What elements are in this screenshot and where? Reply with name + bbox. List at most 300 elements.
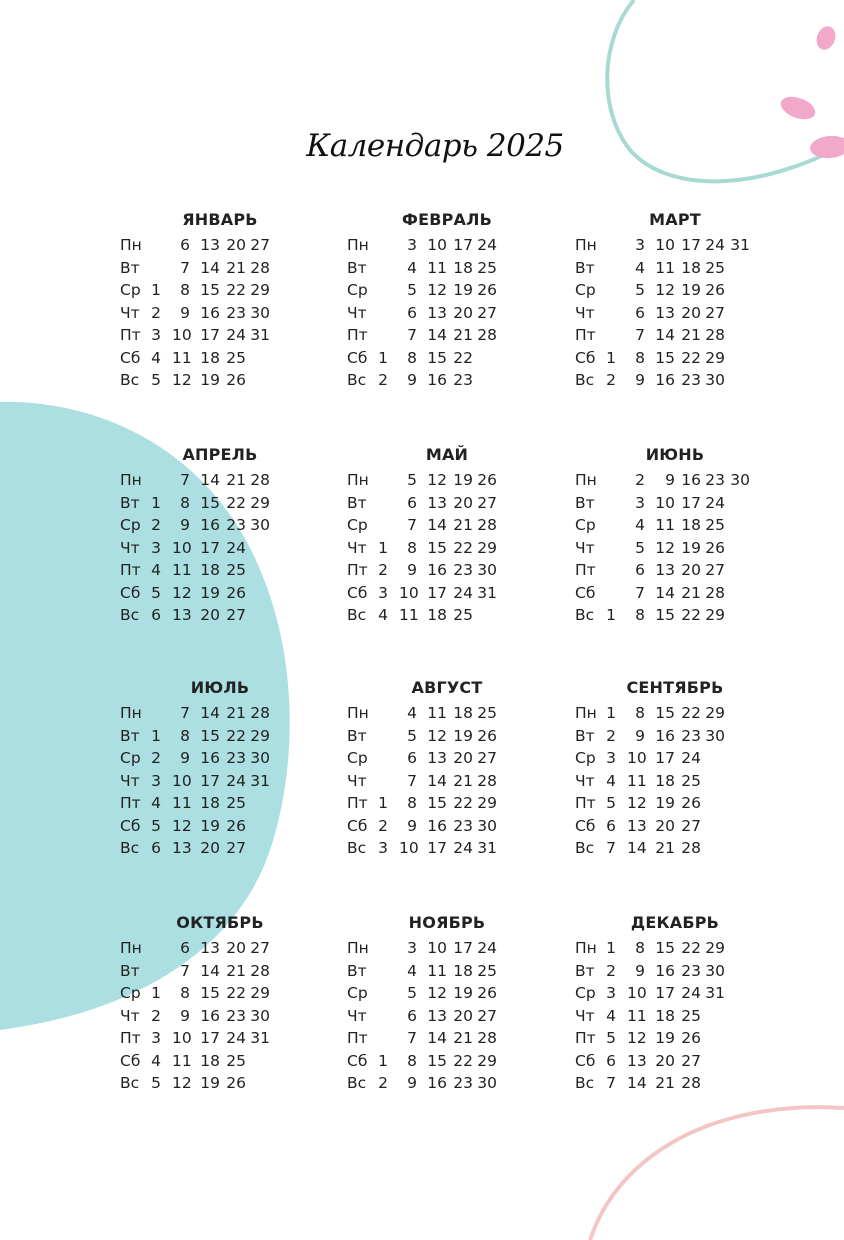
date-cell: 5 bbox=[635, 281, 645, 299]
weekday-label: Вт bbox=[120, 493, 140, 512]
date-cell: 14 bbox=[427, 326, 447, 344]
weekday-row bbox=[347, 234, 547, 257]
date-cell: 12 bbox=[172, 816, 192, 835]
weekday-label: Вс bbox=[120, 839, 140, 857]
date-cell: 28 bbox=[250, 961, 270, 980]
weekday-row bbox=[575, 302, 775, 325]
weekday-row bbox=[347, 702, 547, 725]
date-cell: 31 bbox=[250, 326, 270, 344]
date-cell: 12 bbox=[627, 1029, 647, 1047]
weekday-row bbox=[120, 837, 320, 860]
weekday-row bbox=[347, 369, 547, 392]
date-cell: 5 bbox=[151, 371, 161, 389]
date-cell: 2 bbox=[606, 371, 616, 389]
date-cell: 20 bbox=[200, 606, 220, 624]
weekday-row bbox=[347, 792, 547, 815]
weekday-row bbox=[347, 1072, 547, 1095]
weekday-label: Пн bbox=[120, 236, 142, 254]
weekday-label: Пн bbox=[347, 704, 369, 722]
date-cell: 23 bbox=[681, 371, 701, 389]
weekday-label: Пт bbox=[575, 1029, 596, 1047]
date-cell: 10 bbox=[399, 583, 419, 602]
weekday-label: Сб bbox=[120, 1051, 141, 1070]
date-cell: 13 bbox=[427, 303, 447, 322]
date-cell: 20 bbox=[453, 749, 473, 767]
weekday-label: Вс bbox=[575, 606, 595, 624]
date-cell: 12 bbox=[655, 281, 675, 299]
date-cell: 9 bbox=[665, 471, 675, 489]
weekday-label: Ср bbox=[575, 281, 596, 299]
weekday-row bbox=[347, 725, 547, 748]
date-cell: 6 bbox=[151, 606, 161, 624]
date-cell: 2 bbox=[151, 303, 161, 322]
date-cell: 29 bbox=[705, 348, 725, 367]
date-cell: 11 bbox=[172, 794, 192, 812]
date-cell: 8 bbox=[407, 1051, 417, 1070]
date-cell: 20 bbox=[200, 839, 220, 857]
date-cell: 14 bbox=[200, 471, 220, 489]
page-title: Календарь 2025 bbox=[306, 128, 564, 164]
date-cell: 18 bbox=[200, 1051, 220, 1070]
date-cell: 6 bbox=[180, 236, 190, 254]
month-block bbox=[347, 208, 547, 392]
date-cell: 7 bbox=[407, 326, 417, 344]
date-cell: 2 bbox=[378, 1074, 388, 1092]
date-cell: 3 bbox=[378, 583, 388, 602]
date-cell: 10 bbox=[655, 236, 675, 254]
weekday-row bbox=[575, 770, 775, 793]
date-cell: 13 bbox=[200, 939, 220, 957]
date-cell: 4 bbox=[635, 258, 645, 277]
weekday-label: Ср bbox=[575, 516, 596, 534]
date-cell: 27 bbox=[226, 839, 246, 857]
weekday-label: Пн bbox=[575, 236, 597, 254]
weekday-label: Ср bbox=[120, 749, 141, 767]
weekday-label: Пн bbox=[575, 939, 597, 957]
date-cell: 8 bbox=[635, 939, 645, 957]
weekday-label: Ср bbox=[120, 516, 141, 534]
date-cell: 5 bbox=[635, 538, 645, 557]
weekday-row bbox=[575, 702, 775, 725]
date-cell: 24 bbox=[226, 326, 246, 344]
date-cell: 31 bbox=[730, 236, 750, 254]
weekday-label: Вс bbox=[120, 371, 140, 389]
month-block bbox=[575, 208, 775, 392]
date-cell: 4 bbox=[407, 961, 417, 980]
date-cell: 26 bbox=[705, 281, 725, 299]
date-cell: 21 bbox=[226, 961, 246, 980]
date-cell: 7 bbox=[180, 704, 190, 722]
date-cell: 1 bbox=[378, 794, 388, 812]
weekday-label: Пт bbox=[575, 326, 596, 344]
weekday-row bbox=[120, 960, 320, 983]
weekday-row bbox=[120, 725, 320, 748]
date-cell: 1 bbox=[151, 984, 161, 1002]
date-cell: 18 bbox=[453, 961, 473, 980]
month-block bbox=[347, 911, 547, 1095]
weekday-label: Вс bbox=[575, 371, 595, 389]
date-cell: 3 bbox=[407, 236, 417, 254]
date-cell: 21 bbox=[681, 326, 701, 344]
weekday-label: Сб bbox=[347, 816, 368, 835]
date-cell: 31 bbox=[250, 771, 270, 790]
date-cell: 5 bbox=[151, 1074, 161, 1092]
month-name: МАРТ bbox=[649, 210, 701, 229]
weekday-label: Вс bbox=[120, 606, 140, 624]
date-cell: 4 bbox=[407, 258, 417, 277]
date-cell: 24 bbox=[681, 984, 701, 1002]
date-cell: 18 bbox=[681, 258, 701, 277]
date-cell: 25 bbox=[226, 561, 246, 579]
month-name: МАЙ bbox=[425, 445, 469, 464]
month-name: ДЕКАБРЬ bbox=[630, 913, 720, 932]
date-cell: 9 bbox=[407, 371, 417, 389]
date-cell: 6 bbox=[407, 493, 417, 512]
date-cell: 26 bbox=[681, 794, 701, 812]
date-cell: 9 bbox=[180, 516, 190, 534]
date-cell: 11 bbox=[172, 561, 192, 579]
date-cell: 30 bbox=[250, 303, 270, 322]
weekday-row bbox=[120, 537, 320, 560]
date-cell: 16 bbox=[655, 726, 675, 745]
month-block bbox=[575, 676, 775, 860]
weekday-row bbox=[575, 324, 775, 347]
date-cell: 25 bbox=[705, 258, 725, 277]
date-cell: 7 bbox=[407, 516, 417, 534]
date-cell: 8 bbox=[407, 348, 417, 367]
date-cell: 1 bbox=[151, 493, 161, 512]
date-cell: 24 bbox=[453, 839, 473, 857]
date-cell: 8 bbox=[180, 726, 190, 745]
date-cell: 17 bbox=[453, 236, 473, 254]
weekday-label: Пн bbox=[347, 236, 369, 254]
date-cell: 16 bbox=[427, 371, 447, 389]
weekday-label: Пн bbox=[347, 471, 369, 489]
weekday-label: Вт bbox=[347, 258, 367, 277]
date-cell: 3 bbox=[606, 984, 616, 1002]
weekday-row bbox=[347, 837, 547, 860]
date-cell: 3 bbox=[151, 771, 161, 790]
weekday-row bbox=[120, 369, 320, 392]
date-cell: 25 bbox=[705, 516, 725, 534]
date-cell: 28 bbox=[477, 771, 497, 790]
weekday-label: Сб bbox=[575, 816, 596, 835]
date-cell: 30 bbox=[477, 816, 497, 835]
date-cell: 24 bbox=[705, 493, 725, 512]
weekday-label: Сб bbox=[120, 816, 141, 835]
weekday-label: Чт bbox=[347, 538, 367, 557]
date-cell: 4 bbox=[151, 794, 161, 812]
date-cell: 6 bbox=[606, 1051, 616, 1070]
date-cell: 15 bbox=[427, 794, 447, 812]
date-cell: 21 bbox=[226, 471, 246, 489]
date-cell: 20 bbox=[453, 303, 473, 322]
month-block bbox=[575, 443, 775, 627]
date-cell: 28 bbox=[250, 258, 270, 277]
date-cell: 9 bbox=[180, 749, 190, 767]
date-cell: 6 bbox=[407, 303, 417, 322]
date-cell: 16 bbox=[427, 1074, 447, 1092]
weekday-label: Вс bbox=[575, 839, 595, 857]
date-cell: 27 bbox=[250, 939, 270, 957]
weekday-row bbox=[575, 725, 775, 748]
date-cell: 9 bbox=[180, 1006, 190, 1025]
date-cell: 24 bbox=[226, 538, 246, 557]
date-cell: 24 bbox=[477, 236, 497, 254]
date-cell: 26 bbox=[226, 583, 246, 602]
weekday-label: Пн bbox=[347, 939, 369, 957]
date-cell: 23 bbox=[453, 816, 473, 835]
date-cell: 9 bbox=[407, 816, 417, 835]
date-cell: 23 bbox=[226, 1006, 246, 1025]
weekday-row bbox=[347, 747, 547, 770]
date-cell: 7 bbox=[407, 1029, 417, 1047]
date-cell: 5 bbox=[407, 726, 417, 745]
date-cell: 21 bbox=[226, 704, 246, 722]
pink-arc-line bbox=[590, 1107, 844, 1240]
date-cell: 27 bbox=[477, 1006, 497, 1025]
month-block bbox=[347, 676, 547, 860]
date-cell: 31 bbox=[477, 583, 497, 602]
date-cell: 6 bbox=[180, 939, 190, 957]
date-cell: 13 bbox=[627, 816, 647, 835]
weekday-row bbox=[347, 347, 547, 370]
date-cell: 11 bbox=[655, 258, 675, 277]
weekday-row bbox=[120, 982, 320, 1005]
date-cell: 13 bbox=[200, 236, 220, 254]
date-cell: 21 bbox=[655, 1074, 675, 1092]
date-cell: 16 bbox=[200, 749, 220, 767]
date-cell: 4 bbox=[151, 1051, 161, 1070]
date-cell: 9 bbox=[635, 726, 645, 745]
date-cell: 15 bbox=[200, 281, 220, 299]
date-cell: 15 bbox=[655, 704, 675, 722]
weekday-label: Сб bbox=[347, 348, 368, 367]
date-cell: 11 bbox=[655, 516, 675, 534]
weekday-row bbox=[120, 770, 320, 793]
date-cell: 19 bbox=[453, 281, 473, 299]
date-cell: 21 bbox=[453, 1029, 473, 1047]
weekday-row bbox=[575, 1050, 775, 1073]
date-cell: 22 bbox=[681, 606, 701, 624]
date-cell: 27 bbox=[705, 561, 725, 579]
weekday-label: Пт bbox=[347, 326, 368, 344]
date-cell: 10 bbox=[399, 839, 419, 857]
date-cell: 14 bbox=[655, 583, 675, 602]
date-cell: 13 bbox=[427, 1006, 447, 1025]
date-cell: 29 bbox=[477, 538, 497, 557]
weekday-label: Вт bbox=[575, 726, 595, 745]
date-cell: 17 bbox=[200, 1029, 220, 1047]
weekday-row bbox=[120, 279, 320, 302]
weekday-row bbox=[347, 324, 547, 347]
weekday-row bbox=[120, 582, 320, 605]
date-cell: 17 bbox=[681, 236, 701, 254]
date-cell: 30 bbox=[250, 749, 270, 767]
date-cell: 2 bbox=[378, 561, 388, 579]
date-cell: 10 bbox=[655, 493, 675, 512]
weekday-label: Вс bbox=[347, 1074, 367, 1092]
date-cell: 24 bbox=[705, 236, 725, 254]
date-cell: 22 bbox=[453, 1051, 473, 1070]
weekday-row bbox=[120, 257, 320, 280]
date-cell: 2 bbox=[378, 816, 388, 835]
weekday-label: Ср bbox=[347, 281, 368, 299]
date-cell: 14 bbox=[427, 516, 447, 534]
weekday-label: Вт bbox=[575, 258, 595, 277]
date-cell: 23 bbox=[681, 961, 701, 980]
date-cell: 10 bbox=[427, 939, 447, 957]
weekday-label: Пт bbox=[347, 1029, 368, 1047]
date-cell: 13 bbox=[172, 839, 192, 857]
date-cell: 14 bbox=[200, 704, 220, 722]
date-cell: 28 bbox=[681, 839, 701, 857]
date-cell: 26 bbox=[477, 281, 497, 299]
date-cell: 25 bbox=[477, 258, 497, 277]
weekday-row bbox=[120, 1072, 320, 1095]
weekday-row bbox=[575, 837, 775, 860]
date-cell: 24 bbox=[681, 749, 701, 767]
date-cell: 2 bbox=[378, 371, 388, 389]
date-cell: 26 bbox=[477, 471, 497, 489]
weekday-row bbox=[575, 559, 775, 582]
date-cell: 30 bbox=[477, 561, 497, 579]
date-cell: 30 bbox=[250, 1006, 270, 1025]
date-cell: 28 bbox=[477, 516, 497, 534]
date-cell: 16 bbox=[655, 371, 675, 389]
date-cell: 7 bbox=[407, 771, 417, 790]
date-cell: 12 bbox=[172, 1074, 192, 1092]
date-cell: 13 bbox=[427, 749, 447, 767]
date-cell: 29 bbox=[250, 984, 270, 1002]
date-cell: 30 bbox=[250, 516, 270, 534]
date-cell: 1 bbox=[378, 538, 388, 557]
date-cell: 12 bbox=[427, 281, 447, 299]
weekday-label: Пт bbox=[120, 794, 141, 812]
weekday-label: Ср bbox=[120, 281, 141, 299]
date-cell: 4 bbox=[635, 516, 645, 534]
weekday-label: Чт bbox=[120, 303, 140, 322]
weekday-row bbox=[347, 1027, 547, 1050]
date-cell: 5 bbox=[151, 583, 161, 602]
date-cell: 20 bbox=[655, 1051, 675, 1070]
pink-petal-2 bbox=[778, 92, 819, 123]
date-cell: 27 bbox=[681, 1051, 701, 1070]
date-cell: 28 bbox=[681, 1074, 701, 1092]
date-cell: 10 bbox=[172, 1029, 192, 1047]
date-cell: 4 bbox=[378, 606, 388, 624]
date-cell: 3 bbox=[606, 749, 616, 767]
date-cell: 5 bbox=[407, 471, 417, 489]
date-cell: 1 bbox=[606, 606, 616, 624]
weekday-row bbox=[575, 937, 775, 960]
date-cell: 14 bbox=[655, 326, 675, 344]
weekday-label: Ср bbox=[347, 984, 368, 1002]
weekday-row bbox=[347, 770, 547, 793]
date-cell: 5 bbox=[151, 816, 161, 835]
date-cell: 16 bbox=[200, 303, 220, 322]
month-name: ИЮЛЬ bbox=[190, 678, 250, 697]
weekday-row bbox=[575, 514, 775, 537]
date-cell: 21 bbox=[655, 839, 675, 857]
date-cell: 18 bbox=[681, 516, 701, 534]
date-cell: 18 bbox=[453, 704, 473, 722]
date-cell: 23 bbox=[453, 561, 473, 579]
date-cell: 20 bbox=[681, 561, 701, 579]
weekday-label: Вт bbox=[347, 493, 367, 512]
date-cell: 24 bbox=[226, 1029, 246, 1047]
weekday-label: Чт bbox=[120, 771, 140, 790]
month-name: НОЯБРЬ bbox=[408, 913, 486, 932]
month-name: ИЮНЬ bbox=[645, 445, 705, 464]
date-cell: 14 bbox=[200, 961, 220, 980]
weekday-label: Чт bbox=[575, 771, 595, 790]
date-cell: 13 bbox=[655, 561, 675, 579]
weekday-row bbox=[575, 604, 775, 627]
date-cell: 6 bbox=[606, 816, 616, 835]
weekday-label: Ср bbox=[120, 984, 141, 1002]
weekday-row bbox=[120, 302, 320, 325]
date-cell: 26 bbox=[226, 371, 246, 389]
date-cell: 18 bbox=[200, 348, 220, 367]
date-cell: 20 bbox=[453, 493, 473, 512]
date-cell: 22 bbox=[681, 939, 701, 957]
weekday-row bbox=[347, 492, 547, 515]
weekday-label: Вс bbox=[347, 371, 367, 389]
weekday-label: Пн bbox=[120, 939, 142, 957]
date-cell: 10 bbox=[172, 538, 192, 557]
date-cell: 20 bbox=[453, 1006, 473, 1025]
weekday-label: Пт bbox=[120, 1029, 141, 1047]
date-cell: 8 bbox=[407, 538, 417, 557]
weekday-label: Сб bbox=[575, 1051, 596, 1070]
weekday-row bbox=[347, 257, 547, 280]
date-cell: 17 bbox=[655, 984, 675, 1002]
weekday-label: Вт bbox=[347, 726, 367, 745]
weekday-label: Пт bbox=[120, 561, 141, 579]
weekday-row bbox=[575, 279, 775, 302]
weekday-row bbox=[347, 960, 547, 983]
date-cell: 16 bbox=[655, 961, 675, 980]
date-cell: 27 bbox=[477, 749, 497, 767]
weekday-label: Вс bbox=[575, 1074, 595, 1092]
date-cell: 1 bbox=[378, 348, 388, 367]
month-name: ЯНВАРЬ bbox=[182, 210, 258, 229]
date-cell: 15 bbox=[200, 984, 220, 1002]
weekday-row bbox=[575, 1005, 775, 1028]
weekday-row bbox=[347, 279, 547, 302]
date-cell: 29 bbox=[250, 493, 270, 512]
weekday-row bbox=[575, 815, 775, 838]
weekday-row bbox=[575, 792, 775, 815]
weekday-label: Ср bbox=[575, 749, 596, 767]
date-cell: 15 bbox=[655, 348, 675, 367]
month-name: ОКТЯБРЬ bbox=[176, 913, 264, 932]
weekday-label: Ср bbox=[347, 516, 368, 534]
date-cell: 19 bbox=[681, 538, 701, 557]
weekday-row bbox=[120, 559, 320, 582]
weekday-row bbox=[575, 1027, 775, 1050]
date-cell: 22 bbox=[226, 281, 246, 299]
weekday-row bbox=[347, 582, 547, 605]
date-cell: 17 bbox=[200, 538, 220, 557]
date-cell: 3 bbox=[151, 326, 161, 344]
date-cell: 17 bbox=[200, 326, 220, 344]
date-cell: 13 bbox=[427, 493, 447, 512]
weekday-label: Пн bbox=[120, 471, 142, 489]
date-cell: 12 bbox=[627, 794, 647, 812]
date-cell: 20 bbox=[226, 236, 246, 254]
